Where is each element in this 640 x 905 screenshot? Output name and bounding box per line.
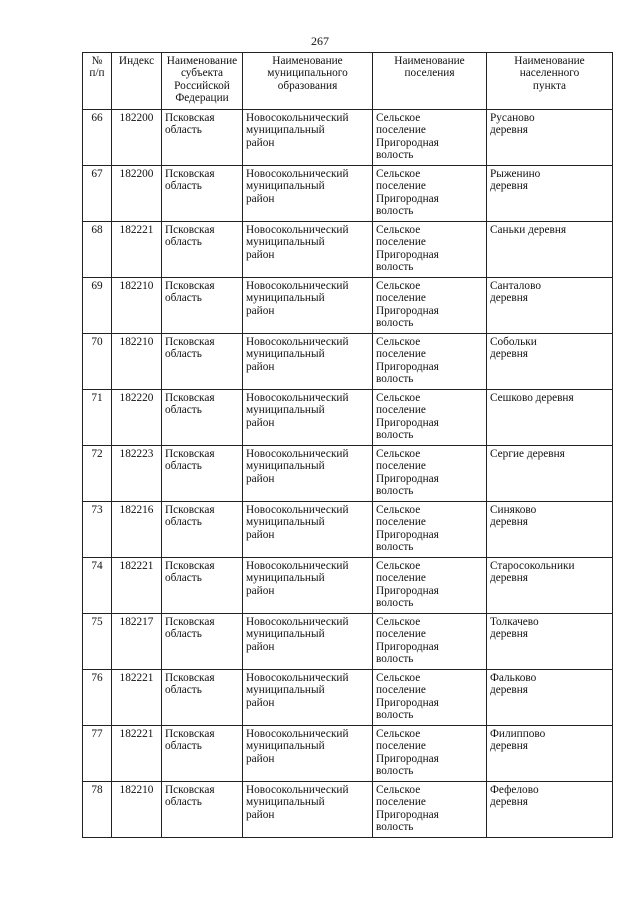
row-number: 71 <box>83 390 112 446</box>
region-name: Псковская область <box>162 502 243 558</box>
row-number: 72 <box>83 446 112 502</box>
municipality-name: Новосокольнический муниципальный район <box>243 726 373 782</box>
locality-name: Санталово деревня <box>487 278 613 334</box>
postal-index: 182200 <box>112 166 162 222</box>
table-body <box>83 110 613 838</box>
table-row <box>83 278 613 334</box>
postal-index: 182217 <box>112 614 162 670</box>
table-header-row <box>83 53 613 110</box>
row-number: 68 <box>83 222 112 278</box>
region-name: Псковская область <box>162 390 243 446</box>
postal-index: 182210 <box>112 278 162 334</box>
header-settlement: Наименование поселения <box>373 53 487 110</box>
locality-name: Фефелово деревня <box>487 782 613 838</box>
settlement-name: Сельское поселение Пригородная волость <box>373 502 487 558</box>
region-name: Псковская область <box>162 614 243 670</box>
header-region: Наименование субъекта Российской Федерации <box>162 53 243 110</box>
locality-name: Саньки деревня <box>487 222 613 278</box>
municipality-name: Новосокольнический муниципальный район <box>243 446 373 502</box>
settlement-name: Сельское поселение Пригородная волость <box>373 782 487 838</box>
region-name: Псковская область <box>162 726 243 782</box>
region-name: Псковская область <box>162 782 243 838</box>
region-name: Псковская область <box>162 278 243 334</box>
postal-index: 182223 <box>112 446 162 502</box>
municipality-name: Новосокольнический муниципальный район <box>243 166 373 222</box>
header-index: Индекс <box>112 53 162 110</box>
postal-index: 182210 <box>112 782 162 838</box>
settlement-name: Сельское поселение Пригородная волость <box>373 390 487 446</box>
postal-index: 182210 <box>112 334 162 390</box>
locality-name: Собольки деревня <box>487 334 613 390</box>
row-number: 75 <box>83 614 112 670</box>
row-number: 67 <box>83 166 112 222</box>
postal-index: 182200 <box>112 110 162 166</box>
table-row <box>83 334 613 390</box>
table-row <box>83 166 613 222</box>
settlement-name: Сельское поселение Пригородная волость <box>373 558 487 614</box>
settlement-name: Сельское поселение Пригородная волость <box>373 166 487 222</box>
row-number: 70 <box>83 334 112 390</box>
postal-index: 182216 <box>112 502 162 558</box>
postal-index: 182221 <box>112 222 162 278</box>
settlement-name: Сельское поселение Пригородная волость <box>373 614 487 670</box>
municipality-name: Новосокольнический муниципальный район <box>243 110 373 166</box>
header-number: № п/п <box>83 53 112 110</box>
table-row <box>83 670 613 726</box>
table-row <box>83 222 613 278</box>
locality-name: Старосокольники деревня <box>487 558 613 614</box>
row-number: 66 <box>83 110 112 166</box>
table-row <box>83 614 613 670</box>
municipality-name: Новосокольнический муниципальный район <box>243 390 373 446</box>
settlement-name: Сельское поселение Пригородная волость <box>373 222 487 278</box>
postal-index: 182221 <box>112 670 162 726</box>
locality-name: Рыженино деревня <box>487 166 613 222</box>
table-row <box>83 390 613 446</box>
row-number: 74 <box>83 558 112 614</box>
region-name: Псковская область <box>162 110 243 166</box>
table-row <box>83 502 613 558</box>
municipality-name: Новосокольнический муниципальный район <box>243 558 373 614</box>
table-row <box>83 782 613 838</box>
page-number: 267 <box>311 34 329 48</box>
row-number: 76 <box>83 670 112 726</box>
municipality-name: Новосокольнический муниципальный район <box>243 502 373 558</box>
region-name: Псковская область <box>162 334 243 390</box>
table-row <box>83 446 613 502</box>
settlement-name: Сельское поселение Пригородная волость <box>373 726 487 782</box>
row-number: 77 <box>83 726 112 782</box>
locality-name: Толкачево деревня <box>487 614 613 670</box>
region-name: Псковская область <box>162 222 243 278</box>
locality-name: Русаново деревня <box>487 110 613 166</box>
locality-name: Сергие деревня <box>487 446 613 502</box>
header-municipality: Наименование муниципального образования <box>243 53 373 110</box>
municipality-name: Новосокольнический муниципальный район <box>243 670 373 726</box>
table-row <box>83 110 613 166</box>
row-number: 69 <box>83 278 112 334</box>
settlement-name: Сельское поселение Пригородная волость <box>373 278 487 334</box>
municipality-name: Новосокольнический муниципальный район <box>243 278 373 334</box>
municipality-name: Новосокольнический муниципальный район <box>243 334 373 390</box>
municipality-name: Новосокольнический муниципальный район <box>243 614 373 670</box>
locality-name: Филиппово деревня <box>487 726 613 782</box>
postal-index: 182221 <box>112 726 162 782</box>
settlement-name: Сельское поселение Пригородная волость <box>373 670 487 726</box>
locality-name: Синяково деревня <box>487 502 613 558</box>
row-number: 73 <box>83 502 112 558</box>
table-row <box>83 726 613 782</box>
settlement-name: Сельское поселение Пригородная волость <box>373 334 487 390</box>
settlement-name: Сельское поселение Пригородная волость <box>373 446 487 502</box>
municipality-name: Новосокольнический муниципальный район <box>243 782 373 838</box>
postal-index: 182221 <box>112 558 162 614</box>
region-name: Псковская область <box>162 670 243 726</box>
locality-name: Сешково деревня <box>487 390 613 446</box>
header-locality: Наименование населенного пункта <box>487 53 613 110</box>
municipality-name: Новосокольнический муниципальный район <box>243 222 373 278</box>
locality-name: Фальково деревня <box>487 670 613 726</box>
localities-table <box>82 52 613 838</box>
table-row <box>83 558 613 614</box>
region-name: Псковская область <box>162 166 243 222</box>
postal-index: 182220 <box>112 390 162 446</box>
row-number: 78 <box>83 782 112 838</box>
settlement-name: Сельское поселение Пригородная волость <box>373 110 487 166</box>
region-name: Псковская область <box>162 558 243 614</box>
region-name: Псковская область <box>162 446 243 502</box>
